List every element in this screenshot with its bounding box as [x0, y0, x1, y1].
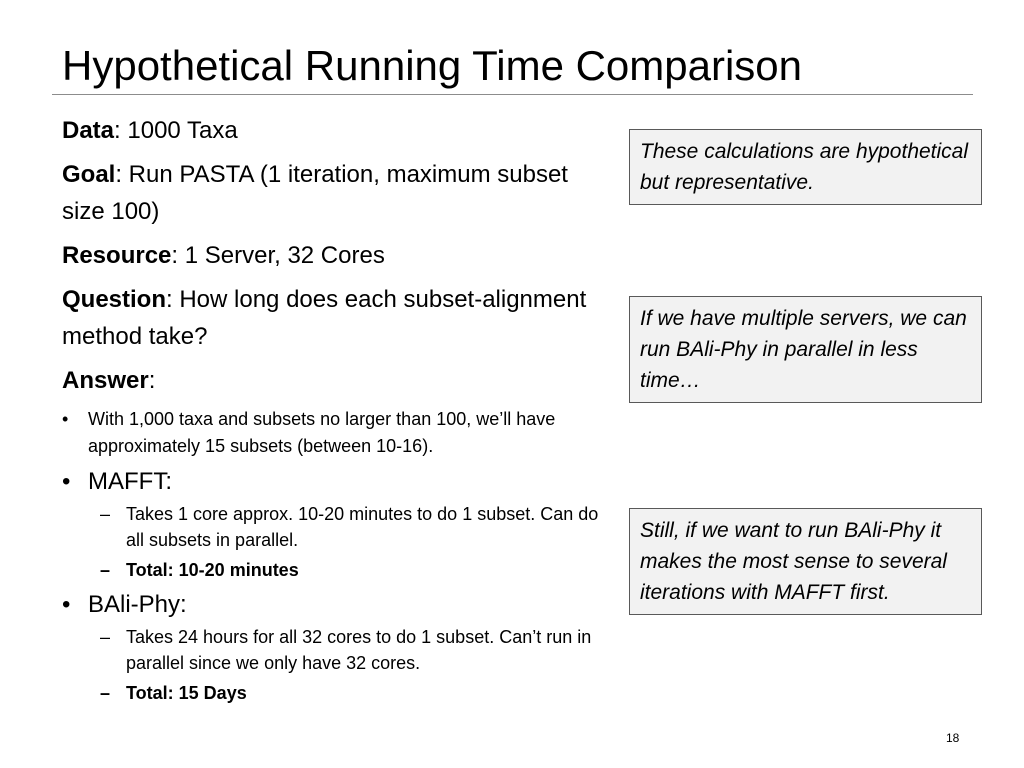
question-value: : How long does each subset-alignment method take?	[62, 286, 587, 350]
answer-label: Answer	[62, 367, 149, 394]
baliphy-bullet: • BAli-Phy:	[62, 590, 602, 620]
question-line	[62, 281, 602, 355]
resource-line	[62, 237, 602, 274]
title-divider	[52, 94, 973, 95]
mafft-total: – Total: 10-20 minutes	[100, 557, 602, 583]
answer-line	[62, 362, 602, 399]
page-number: 18	[946, 731, 960, 745]
data-line	[62, 112, 602, 149]
baliphy-detail: – Takes 24 hours for all 32 cores to do 1 subset. Can’t run in parallel since we only have 32 cores.	[100, 624, 602, 676]
goal-value: : Run PASTA (1 iteration, maximum subset size 100)	[62, 161, 568, 225]
baliphy-total: – Total: 15 Days	[100, 680, 602, 706]
answer-intro-bullet: • With 1,000 taxa and subsets no larger than 100, we’ll have approximately 15 subsets (between 10-16).	[62, 406, 602, 460]
resource-label: Resource	[62, 242, 172, 269]
note-box-mafft-first: Still, if we want to run BAli-Phy it makes the most sense to several iterations with MAFFT first.	[629, 508, 982, 615]
mafft-bullet: • MAFFT:	[62, 467, 602, 497]
resource-value: : 1 Server, 32 Cores	[171, 242, 385, 269]
note-box-hypothetical: These calculations are hypothetical but representative.	[629, 129, 982, 205]
main-content	[62, 112, 602, 706]
slide-title: Hypothetical Running Time Comparison	[62, 42, 803, 89]
data-label: Data	[62, 117, 115, 144]
question-label: Question	[62, 286, 167, 313]
goal-line	[62, 156, 602, 230]
note-box-multiple-servers: If we have multiple servers, we can run BAli-Phy in parallel in less time…	[629, 296, 982, 403]
answer-value: :	[148, 367, 156, 394]
mafft-detail: – Takes 1 core approx. 10-20 minutes to do 1 subset. Can do all subsets in parallel.	[100, 501, 602, 553]
goal-label: Goal	[62, 161, 116, 188]
data-value: : 1000 Taxa	[114, 117, 238, 144]
